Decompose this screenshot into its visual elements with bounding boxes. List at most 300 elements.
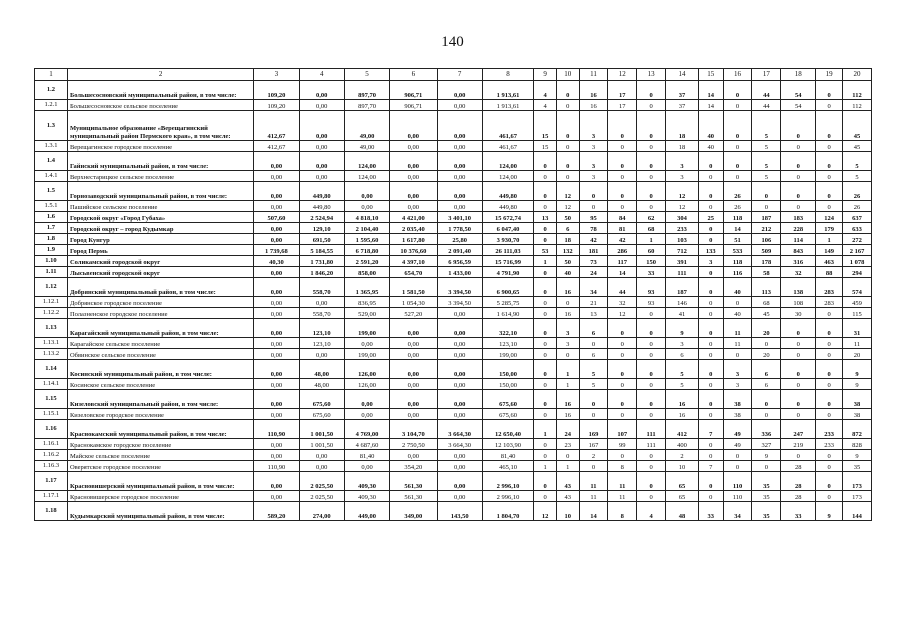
cell-value: 1 <box>556 360 579 379</box>
cell-value: 173 <box>843 491 872 502</box>
cell-value: 0,00 <box>344 338 389 349</box>
cell-value: 0,00 <box>254 390 299 409</box>
cell-value: 0,00 <box>254 234 299 245</box>
cell-value: 0 <box>534 360 557 379</box>
cell-value: 0 <box>698 223 723 234</box>
cell-value: 0 <box>534 223 557 234</box>
cell-value: 40 <box>698 111 723 141</box>
cell-value: 1 001,50 <box>299 420 344 439</box>
cell-value: 0 <box>816 472 843 491</box>
cell-value: 112 <box>843 81 872 100</box>
cell-value: 5 <box>843 171 872 182</box>
cell-value: 0,00 <box>254 223 299 234</box>
row-name: Лысьвенский городской округ <box>67 267 253 278</box>
cell-value: 12 650,40 <box>482 420 533 439</box>
cell-value: 126,00 <box>344 360 389 379</box>
table-row <box>35 171 872 182</box>
cell-value: 68 <box>637 223 666 234</box>
cell-value: 149 <box>816 245 843 256</box>
cell-value: 0 <box>816 461 843 472</box>
cell-value: 133 <box>698 245 723 256</box>
cell-value: 15 <box>534 111 557 141</box>
cell-value: 712 <box>665 245 698 256</box>
cell-value: 0 <box>534 308 557 319</box>
cell-value: 24 <box>579 267 608 278</box>
cell-value: 11 <box>608 472 637 491</box>
cell-value: 50 <box>556 256 579 267</box>
cell-value: 0,00 <box>390 201 437 212</box>
cell-value: 1 913,61 <box>482 100 533 111</box>
cell-value: 12 103,90 <box>482 439 533 450</box>
row-code: 1.17.1 <box>35 491 68 502</box>
cell-value: 1 804,70 <box>482 502 533 521</box>
cell-value: 0 <box>534 152 557 171</box>
cell-value: 14 <box>579 502 608 521</box>
cell-value: 0,00 <box>254 349 299 360</box>
cell-value: 0 <box>556 81 579 100</box>
row-name: Город Пермь <box>67 245 253 256</box>
cell-value: 18 <box>556 234 579 245</box>
cell-value: 0 <box>723 81 752 100</box>
cell-value: 286 <box>608 245 637 256</box>
cell-value: 48,00 <box>299 379 344 390</box>
cell-value: 0 <box>781 360 816 379</box>
row-name: Гайнский муниципальный район, в том числе: <box>67 152 253 171</box>
table-row <box>35 278 872 297</box>
cell-value: 109,20 <box>254 81 299 100</box>
cell-value: 0 <box>698 349 723 360</box>
cell-value: 1 731,80 <box>299 256 344 267</box>
cell-value: 1 846,20 <box>299 267 344 278</box>
cell-value: 3 <box>723 379 752 390</box>
table-row <box>35 360 872 379</box>
cell-value: 23 <box>556 439 579 450</box>
row-name: Краснокамский муниципальный район, в том числе: <box>67 420 253 439</box>
cell-value: 0 <box>534 409 557 420</box>
cell-value: 0 <box>637 100 666 111</box>
cell-value: 112 <box>843 100 872 111</box>
cell-value: 0,00 <box>437 141 482 152</box>
cell-value: 294 <box>843 267 872 278</box>
cell-value: 0 <box>752 182 781 201</box>
cell-value: 5 <box>665 360 698 379</box>
cell-value: 181 <box>579 245 608 256</box>
cell-value: 40 <box>723 308 752 319</box>
cell-value: 5 <box>579 360 608 379</box>
row-name: Косинский муниципальный район, в том числе: <box>67 360 253 379</box>
row-code: 1.13.2 <box>35 349 68 360</box>
cell-value: 2 091,40 <box>437 245 482 256</box>
cell-value: 637 <box>843 212 872 223</box>
cell-value: 199,00 <box>482 349 533 360</box>
cell-value: 0,00 <box>437 319 482 338</box>
row-name: Большесосновский муниципальный район, в том числе: <box>67 81 253 100</box>
cell-value: 38 <box>723 390 752 409</box>
cell-value: 12 <box>556 201 579 212</box>
column-header: 6 <box>390 69 437 81</box>
cell-value: 0 <box>781 338 816 349</box>
row-name: Верхнестарицкое сельское поселение <box>67 171 253 182</box>
cell-value: 113 <box>752 278 781 297</box>
cell-value: 0 <box>723 461 752 472</box>
cell-value: 1 <box>556 461 579 472</box>
cell-value: 178 <box>752 256 781 267</box>
cell-value: 26 <box>723 201 752 212</box>
cell-value: 0,00 <box>437 390 482 409</box>
column-header: 19 <box>816 69 843 81</box>
cell-value: 304 <box>665 212 698 223</box>
cell-value: 31 <box>843 319 872 338</box>
cell-value: 93 <box>637 297 666 308</box>
table-row <box>35 439 872 450</box>
cell-value: 0 <box>608 152 637 171</box>
cell-value: 4 397,10 <box>390 256 437 267</box>
cell-value: 6 <box>752 379 781 390</box>
cell-value: 33 <box>781 502 816 521</box>
row-code: 1.10 <box>35 256 68 267</box>
cell-value: 675,60 <box>482 409 533 420</box>
column-header: 8 <box>482 69 533 81</box>
cell-value: 103 <box>665 234 698 245</box>
cell-value: 6 956,59 <box>437 256 482 267</box>
cell-value: 0 <box>637 472 666 491</box>
cell-value: 26 <box>843 182 872 201</box>
row-name: Карагайский муниципальный район, в том числе: <box>67 319 253 338</box>
table-row <box>35 256 872 267</box>
cell-value: 14 <box>698 81 723 100</box>
cell-value: 4 <box>637 502 666 521</box>
cell-value: 0 <box>534 234 557 245</box>
cell-value: 150,00 <box>482 379 533 390</box>
table-row <box>35 111 872 141</box>
cell-value: 50 <box>556 212 579 223</box>
cell-value: 0 <box>781 349 816 360</box>
cell-value: 0 <box>752 338 781 349</box>
cell-value: 0 <box>534 450 557 461</box>
cell-value: 228 <box>781 223 816 234</box>
cell-value: 0 <box>608 111 637 141</box>
cell-value: 0 <box>723 100 752 111</box>
cell-value: 4 791,90 <box>482 267 533 278</box>
table-row <box>35 390 872 409</box>
cell-value: 1 <box>637 234 666 245</box>
cell-value: 124,00 <box>482 171 533 182</box>
cell-value: 88 <box>816 267 843 278</box>
cell-value: 16 <box>556 409 579 420</box>
cell-value: 233 <box>816 439 843 450</box>
cell-value: 4 421,00 <box>390 212 437 223</box>
cell-value: 34 <box>579 278 608 297</box>
cell-value: 8 <box>608 461 637 472</box>
cell-value: 0 <box>637 308 666 319</box>
cell-value: 0 <box>816 171 843 182</box>
cell-value: 0,00 <box>254 338 299 349</box>
cell-value: 412,67 <box>254 111 299 141</box>
cell-value: 0,00 <box>437 201 482 212</box>
cell-value: 0 <box>781 390 816 409</box>
table-row <box>35 212 872 223</box>
cell-value: 0,00 <box>299 141 344 152</box>
cell-value: 212 <box>752 223 781 234</box>
cell-value: 20 <box>752 319 781 338</box>
cell-value: 0 <box>556 111 579 141</box>
row-code: 1.13.1 <box>35 338 68 349</box>
table-row <box>35 409 872 420</box>
cell-value: 54 <box>781 81 816 100</box>
cell-value: 115 <box>843 308 872 319</box>
cell-value: 461,67 <box>482 111 533 141</box>
cell-value: 150,00 <box>482 360 533 379</box>
cell-value: 561,30 <box>390 472 437 491</box>
row-code: 1.16.1 <box>35 439 68 450</box>
cell-value: 449,80 <box>299 182 344 201</box>
cell-value: 0,00 <box>437 472 482 491</box>
cell-value: 3 401,10 <box>437 212 482 223</box>
cell-value: 0,00 <box>254 472 299 491</box>
row-code: 1.8 <box>35 234 68 245</box>
cell-value: 16 <box>579 100 608 111</box>
cell-value: 11 <box>723 338 752 349</box>
cell-value: 3 <box>579 111 608 141</box>
cell-value: 30 <box>781 308 816 319</box>
cell-value: 6 <box>752 360 781 379</box>
cell-value: 3 394,50 <box>437 278 482 297</box>
cell-value: 68 <box>752 297 781 308</box>
cell-value: 10 <box>556 502 579 521</box>
cell-value: 0,00 <box>390 111 437 141</box>
cell-value: 1 617,80 <box>390 234 437 245</box>
cell-value: 0 <box>556 152 579 171</box>
cell-value: 187 <box>665 278 698 297</box>
cell-value: 0,00 <box>254 379 299 390</box>
cell-value: 0 <box>723 171 752 182</box>
cell-value: 3 <box>579 171 608 182</box>
cell-value: 274,00 <box>299 502 344 521</box>
column-header: 15 <box>698 69 723 81</box>
cell-value: 3 930,70 <box>482 234 533 245</box>
cell-value: 1 <box>556 379 579 390</box>
cell-value: 0,00 <box>437 409 482 420</box>
cell-value: 0 <box>637 152 666 171</box>
cell-value: 654,70 <box>390 267 437 278</box>
cell-value: 187 <box>752 212 781 223</box>
cell-value: 2 591,20 <box>344 256 389 267</box>
cell-value: 124,00 <box>482 152 533 171</box>
cell-value: 0 <box>698 297 723 308</box>
cell-value: 897,70 <box>344 81 389 100</box>
cell-value: 4 687,60 <box>344 439 389 450</box>
cell-value: 0 <box>579 390 608 409</box>
cell-value: 126,00 <box>344 379 389 390</box>
cell-value: 16 <box>556 308 579 319</box>
cell-value: 0,00 <box>299 349 344 360</box>
cell-value: 0 <box>698 360 723 379</box>
cell-value: 43 <box>556 491 579 502</box>
cell-value: 16 <box>556 390 579 409</box>
column-header: 14 <box>665 69 698 81</box>
cell-value: 51 <box>723 234 752 245</box>
cell-value: 28 <box>781 461 816 472</box>
cell-value: 0,00 <box>390 171 437 182</box>
cell-value: 3 <box>556 338 579 349</box>
cell-value: 117 <box>608 256 637 267</box>
cell-value: 26 <box>843 201 872 212</box>
cell-value: 14 <box>723 223 752 234</box>
column-header: 4 <box>299 69 344 81</box>
cell-value: 0 <box>781 379 816 390</box>
cell-value: 574 <box>843 278 872 297</box>
cell-value: 0 <box>698 491 723 502</box>
cell-value: 463 <box>816 256 843 267</box>
column-header: 20 <box>843 69 872 81</box>
cell-value: 20 <box>843 349 872 360</box>
row-code: 1.17 <box>35 472 68 491</box>
cell-value: 6 718,80 <box>344 245 389 256</box>
row-code: 1.13 <box>35 319 68 338</box>
page-number: 140 <box>441 34 464 50</box>
cell-value: 0,00 <box>390 390 437 409</box>
cell-value: 33 <box>698 502 723 521</box>
cell-value: 20 <box>752 349 781 360</box>
cell-value: 143,50 <box>437 502 482 521</box>
cell-value: 0,00 <box>254 297 299 308</box>
cell-value: 199,00 <box>344 349 389 360</box>
table-row <box>35 491 872 502</box>
cell-value: 691,50 <box>299 234 344 245</box>
cell-value: 0 <box>698 308 723 319</box>
cell-value: 81,40 <box>344 450 389 461</box>
cell-value: 0 <box>698 472 723 491</box>
cell-value: 7 <box>698 420 723 439</box>
cell-value: 12 <box>665 182 698 201</box>
cell-value: 0 <box>556 349 579 360</box>
cell-value: 409,30 <box>344 491 389 502</box>
cell-value: 3 <box>579 152 608 171</box>
cell-value: 0 <box>534 491 557 502</box>
cell-value: 0,00 <box>390 152 437 171</box>
cell-value: 33 <box>637 267 666 278</box>
cell-value: 146 <box>665 297 698 308</box>
cell-value: 283 <box>816 278 843 297</box>
cell-value: 0,00 <box>390 182 437 201</box>
cell-value: 0,00 <box>254 491 299 502</box>
cell-value: 0,00 <box>390 319 437 338</box>
row-code: 1.4.1 <box>35 171 68 182</box>
cell-value: 0 <box>637 349 666 360</box>
row-code: 1.11 <box>35 267 68 278</box>
cell-value: 0 <box>698 338 723 349</box>
row-code: 1.2.1 <box>35 100 68 111</box>
row-name: Городской округ – город Кудымкар <box>67 223 253 234</box>
cell-value: 0 <box>534 390 557 409</box>
cell-value: 0 <box>698 379 723 390</box>
column-header: 13 <box>637 69 666 81</box>
table-row <box>35 420 872 439</box>
cell-value: 897,70 <box>344 100 389 111</box>
table-header-row <box>35 69 872 81</box>
row-name: Косинское сельское поселение <box>67 379 253 390</box>
cell-value: 93 <box>637 278 666 297</box>
cell-value: 836,95 <box>344 297 389 308</box>
cell-value: 233 <box>665 223 698 234</box>
cell-value: 37 <box>665 100 698 111</box>
cell-value: 459 <box>843 297 872 308</box>
cell-value: 35 <box>752 491 781 502</box>
table-row <box>35 308 872 319</box>
cell-value: 0,00 <box>299 152 344 171</box>
cell-value: 3 <box>723 360 752 379</box>
cell-value: 18 <box>665 141 698 152</box>
cell-value: 0 <box>723 111 752 141</box>
cell-value: 16 <box>556 278 579 297</box>
cell-value: 3 <box>579 141 608 152</box>
cell-value: 1 <box>534 256 557 267</box>
cell-value: 2 750,50 <box>390 439 437 450</box>
cell-value: 0 <box>637 81 666 100</box>
row-name: Кизеловский муниципальный район, в том числе: <box>67 390 253 409</box>
cell-value: 0 <box>723 450 752 461</box>
cell-value: 0 <box>637 379 666 390</box>
cell-value: 0 <box>723 152 752 171</box>
cell-value: 872 <box>843 420 872 439</box>
cell-value: 0,00 <box>254 267 299 278</box>
cell-value: 7 <box>698 461 723 472</box>
cell-value: 0,00 <box>437 379 482 390</box>
cell-value: 11 <box>723 319 752 338</box>
cell-value: 12 <box>665 201 698 212</box>
cell-value: 0 <box>534 439 557 450</box>
cell-value: 558,70 <box>299 308 344 319</box>
cell-value: 0 <box>534 349 557 360</box>
cell-value: 25 <box>698 212 723 223</box>
row-name: Соликамский городской округ <box>67 256 253 267</box>
cell-value: 233 <box>816 420 843 439</box>
cell-value: 0 <box>579 409 608 420</box>
column-header: 17 <box>752 69 781 81</box>
cell-value: 0 <box>816 81 843 100</box>
cell-value: 0 <box>781 409 816 420</box>
cell-value: 449,80 <box>299 201 344 212</box>
cell-value: 0,00 <box>299 111 344 141</box>
cell-value: 0,00 <box>437 111 482 141</box>
cell-value: 65 <box>665 491 698 502</box>
cell-value: 0,00 <box>344 390 389 409</box>
cell-value: 45 <box>843 111 872 141</box>
cell-value: 0 <box>781 319 816 338</box>
cell-value: 0 <box>534 297 557 308</box>
cell-value: 675,60 <box>482 390 533 409</box>
row-name: Обвинское сельское поселение <box>67 349 253 360</box>
table-row <box>35 267 872 278</box>
cell-value: 26 <box>723 182 752 201</box>
cell-value: 1 778,50 <box>437 223 482 234</box>
row-code: 1.12.1 <box>35 297 68 308</box>
cell-value: 322,10 <box>482 319 533 338</box>
cell-value: 44 <box>752 100 781 111</box>
cell-value: 15 <box>534 141 557 152</box>
cell-value: 843 <box>781 245 816 256</box>
cell-value: 0,00 <box>254 152 299 171</box>
cell-value: 3 664,30 <box>437 420 482 439</box>
cell-value: 1 614,90 <box>482 308 533 319</box>
cell-value: 906,71 <box>390 100 437 111</box>
cell-value: 906,71 <box>390 81 437 100</box>
cell-value: 0 <box>534 201 557 212</box>
cell-value: 73 <box>579 256 608 267</box>
row-code: 1.12 <box>35 278 68 297</box>
cell-value: 5 <box>579 379 608 390</box>
cell-value: 132 <box>556 245 579 256</box>
